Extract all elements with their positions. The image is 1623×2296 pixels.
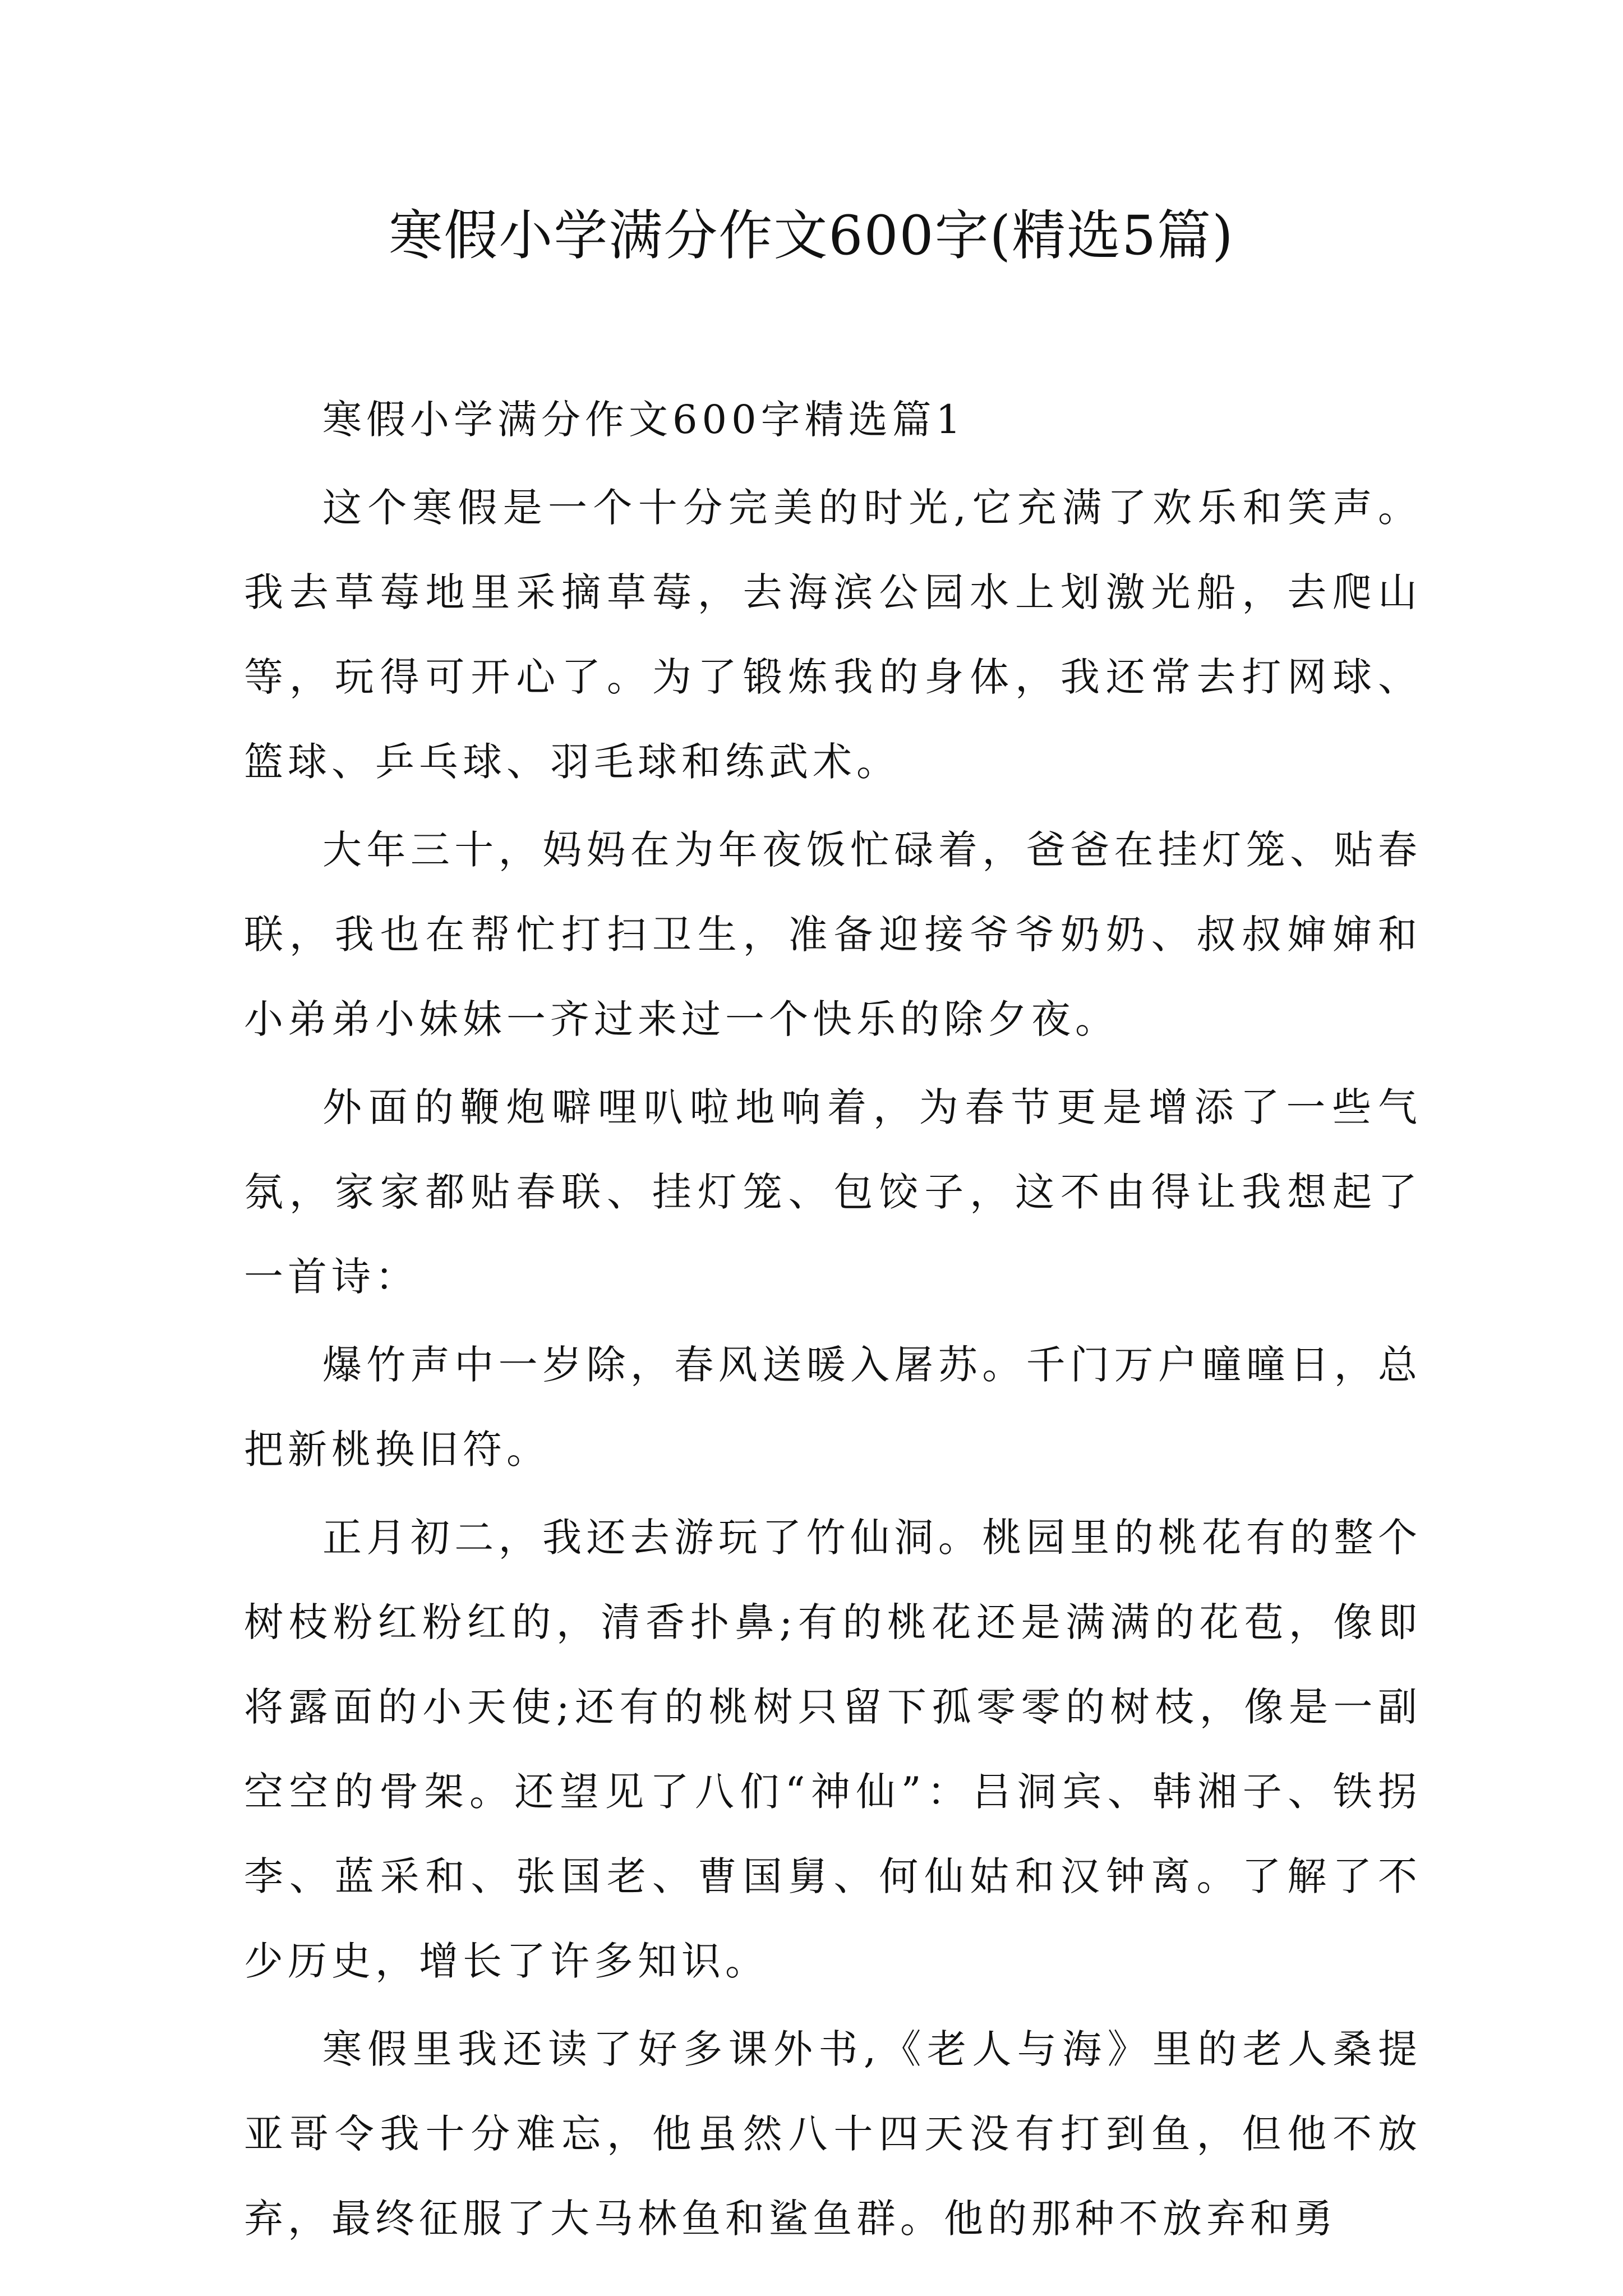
- document-body: [244, 378, 1422, 2265]
- poem-paragraph: 爆竹声中一岁除，春风送暖入屠苏。千门万户曈曈日，总把新桃换旧符。: [244, 1342, 1422, 1473]
- paragraph: 正月初二，我还去游玩了竹仙洞。桃园里的桃花有的整个树枝粉红粉红的，清香扑鼻;有的桃花还是满满的花苞，像即将露面的小天使;还有的桃树只留下孤零零的树枝，像是一副空空的骨架。还望见了八们“神仙”：吕洞宾、韩湘子、铁拐李、蓝采和、张国老、曹国舅、何仙姑和汉钟离。了解了不少历史，增长了许多知识。: [244, 1515, 1422, 1984]
- section-heading: 寒假小学满分作文600字精选篇1: [322, 397, 966, 443]
- paragraph: 这个寒假是一个十分完美的时光,它充满了欢乐和笑声。我去草莓地里采摘草莓，去海滨公园水上划激光船，去爬山等，玩得可开心了。为了锻炼我的身体，我还常去打网球、篮球、乒乓球、羽毛球和练武术。: [244, 485, 1422, 785]
- document-title: 寒假小学满分作文600字(精选5篇): [389, 204, 1234, 267]
- paragraph: 大年三十，妈妈在为年夜饭忙碌着，爸爸在挂灯笼、贴春联，我也在帮忙打扫卫生，准备迎接爷爷奶奶、叔叔婶婶和小弟弟小妹妹一齐过来过一个快乐的除夕夜。: [244, 827, 1422, 1042]
- paragraph: 寒假里我还读了好多课外书,《老人与海》里的老人桑提亚哥令我十分难忘，他虽然八十四天没有打到鱼，但他不放弃，最终征服了大马林鱼和鲨鱼群。他的那种不放弃和勇: [244, 2026, 1422, 2242]
- paragraph: 外面的鞭炮噼哩叭啦地响着，为春节更是增添了一些气氛，家家都贴春联、挂灯笼、包饺子，这不由得让我想起了一首诗：: [244, 1084, 1422, 1300]
